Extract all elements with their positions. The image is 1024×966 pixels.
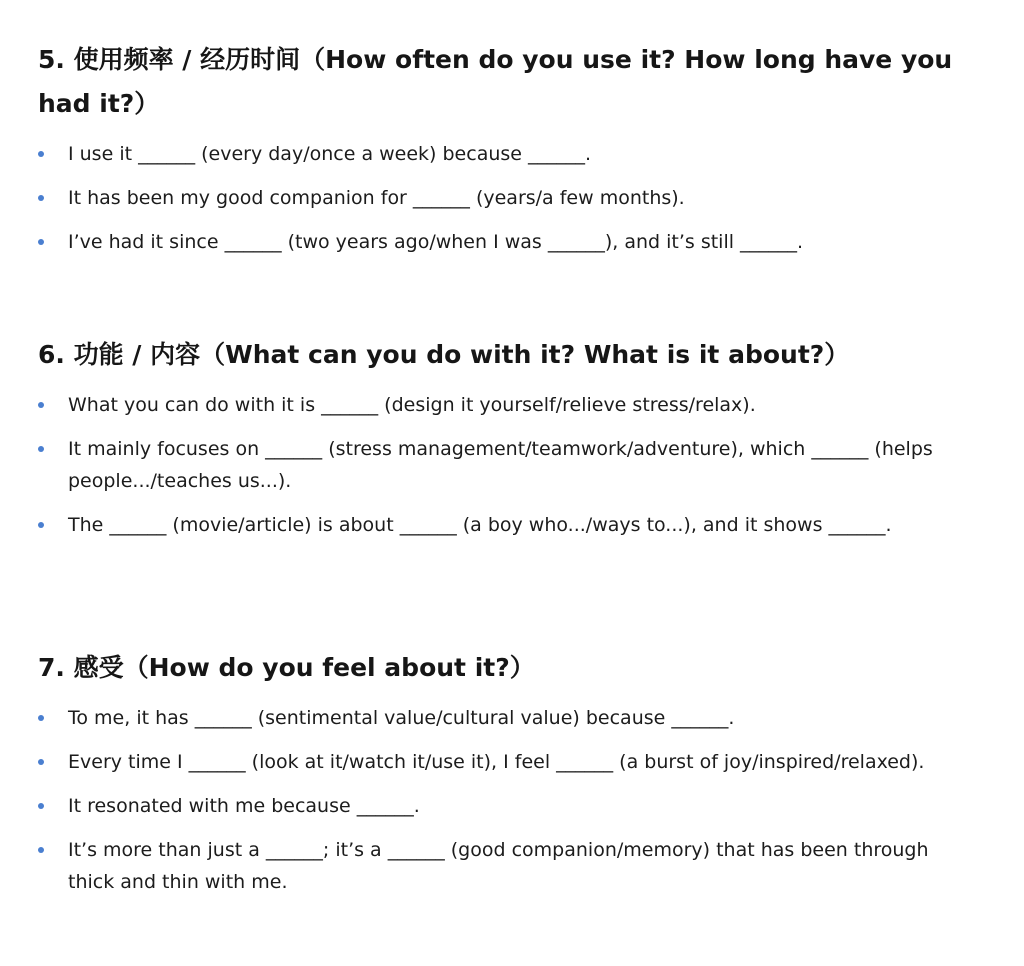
list-item-text: It has been my good companion for ______ (years/a few months). <box>68 187 685 209</box>
bullet-icon <box>38 803 44 809</box>
list-item-text: What you can do with it is ______ (design it yourself/relieve stress/relax). <box>68 394 756 416</box>
list-item <box>38 702 958 734</box>
list-item-text: The ______ (movie/article) is about ______ (a boy who.../ways to...), and it shows ______. <box>68 514 892 536</box>
list-item-text: It’s more than just a ______; it’s a ______ (good companion/memory) that has been through thick and thin with me. <box>68 839 929 893</box>
bullet-list <box>38 138 978 258</box>
list-item <box>38 182 958 214</box>
bullet-icon <box>38 195 44 201</box>
bullet-list <box>38 389 978 541</box>
list-item <box>38 834 958 898</box>
section-usage-frequency <box>38 38 978 270</box>
list-item-text: I’ve had it since ______ (two years ago/when I was ______), and it’s still ______. <box>68 231 804 253</box>
list-item-text: I use it ______ (every day/once a week) because ______. <box>68 143 592 165</box>
section-heading: 5. 使用频率 / 经历时间（How often do you use it? How long have you had it?） <box>38 45 953 118</box>
list-item <box>38 433 958 497</box>
list-item <box>38 138 958 170</box>
bullet-icon <box>38 239 44 245</box>
section-heading: 6. 功能 / 内容（What can you do with it? What is it about?） <box>38 340 850 369</box>
list-item <box>38 509 958 541</box>
bullet-icon <box>38 151 44 157</box>
bullet-icon <box>38 715 44 721</box>
section-heading: 7. 感受（How do you feel about it?） <box>38 653 535 682</box>
list-item <box>38 226 958 258</box>
bullet-icon <box>38 847 44 853</box>
bullet-icon <box>38 446 44 452</box>
list-item-text: To me, it has ______ (sentimental value/cultural value) because ______. <box>68 707 735 729</box>
bullet-icon <box>38 759 44 765</box>
list-item-text: It resonated with me because ______. <box>68 795 420 817</box>
list-item-text: Every time I ______ (look at it/watch it/use it), I feel ______ (a burst of joy/inspired/relaxed). <box>68 751 925 773</box>
bullet-icon <box>38 522 44 528</box>
bullet-icon <box>38 402 44 408</box>
list-item <box>38 746 958 778</box>
bullet-list <box>38 702 978 898</box>
list-item <box>38 790 958 822</box>
list-item <box>38 389 958 421</box>
section-feelings <box>38 646 978 910</box>
list-item-text: It mainly focuses on ______ (stress management/teamwork/adventure), which ______ (helps people.../teaches us...). <box>68 438 933 492</box>
section-function-content <box>38 333 978 553</box>
